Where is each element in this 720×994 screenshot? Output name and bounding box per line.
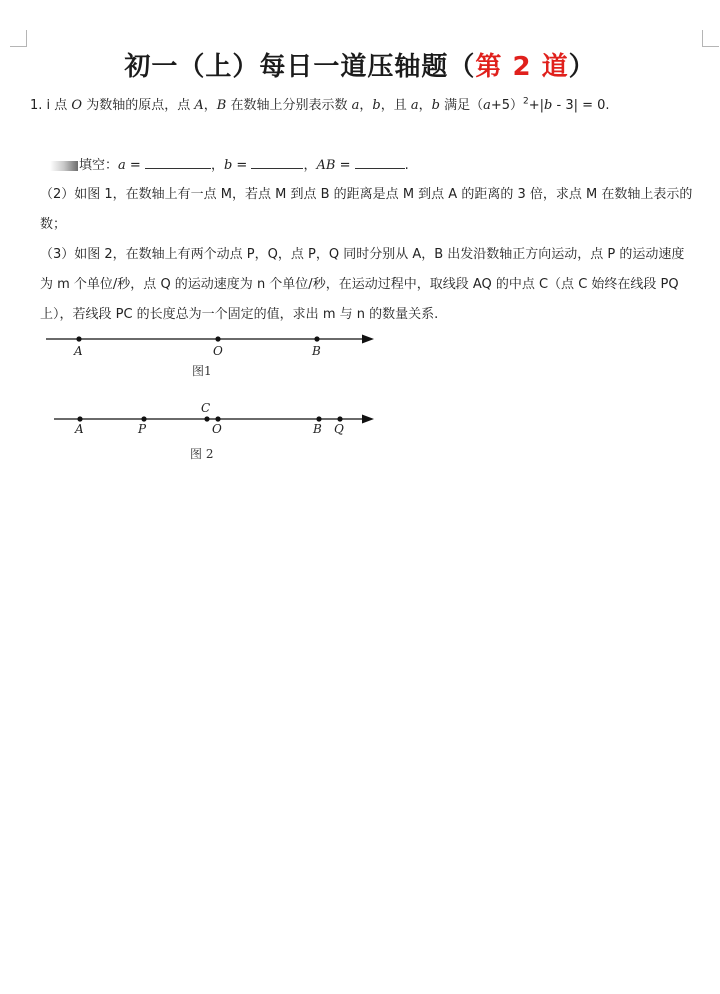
point-b-dot: [316, 416, 321, 421]
point-a-label: A: [74, 344, 83, 358]
part2-line-1: （2）如图 1，在数轴上有一点 M，若点 M 到点 B 的距离是点 M 到点 A 的距离的 3 倍，求点 M 在数轴上表示的: [40, 187, 693, 202]
point-p-label: P: [138, 422, 147, 436]
part3-line-3: 上），若线段 PC 的长度总为一个固定的值，求出 m 与 n 的数量关系.: [40, 307, 439, 322]
figure-2-caption: 图 2: [190, 447, 214, 461]
figure-2-number-line: [0, 396, 400, 442]
page-corner-mark-top-left: [10, 30, 27, 47]
point-q-label: Q: [334, 422, 344, 436]
smudge-mark: [50, 161, 78, 171]
point-a-dot: [76, 336, 81, 341]
part3-line-1: （3）如图 2，在数轴上有两个动点 P，Q，点 P，Q 同时分别从 A，B 出发沿数轴正方向运动，点 P 的运动速度: [40, 247, 685, 262]
point-a-dot: [77, 416, 82, 421]
point-b-label: B: [312, 344, 321, 358]
figure-1-number-line: [0, 326, 400, 366]
point-o-dot: [215, 336, 220, 341]
point-a-label: A: [75, 422, 84, 436]
answer-blank-ab[interactable]: [355, 156, 405, 169]
part3-line-2: 为 m 个单位/秒，点 Q 的运动速度为 n 个单位/秒，在运动过程中，取线段 AQ 的中点 C（点 C 始终在线段 PQ: [40, 277, 679, 292]
answer-blank-b[interactable]: [251, 156, 303, 169]
point-o-label: O: [212, 422, 222, 436]
point-c-dot: [204, 416, 209, 421]
point-b-label: B: [313, 422, 322, 436]
point-o-dot: [215, 416, 220, 421]
page-corner-mark-top-right: [702, 30, 719, 47]
problem-stem: 1. i 点 O 为数轴的原点，点 A，B 在数轴上分别表示数 a，b，且 a，b 满足$(a+5)^2+|b - 3| = 0$.: [30, 96, 610, 113]
title-main: 初一（上）每日一道压轴题（: [124, 52, 476, 82]
problem-number: 1.: [30, 98, 43, 113]
title-accent: 第 2 道: [475, 52, 569, 82]
axis-arrow: [362, 335, 374, 344]
point-o-label: O: [213, 344, 223, 358]
point-q-dot: [337, 416, 342, 421]
point-b-dot: [314, 336, 319, 341]
title-close: ）: [568, 52, 596, 82]
point-c-label: C: [201, 401, 211, 415]
answer-blank-a[interactable]: [145, 156, 211, 169]
figure-1-caption: 图1: [192, 364, 212, 378]
page-title: [0, 46, 720, 83]
point-p-dot: [141, 416, 146, 421]
axis-arrow: [362, 415, 374, 424]
part1-fill-in: 填空：a = ，b = ，AB = .: [50, 154, 409, 173]
part2-line-2: 数；: [40, 217, 67, 232]
